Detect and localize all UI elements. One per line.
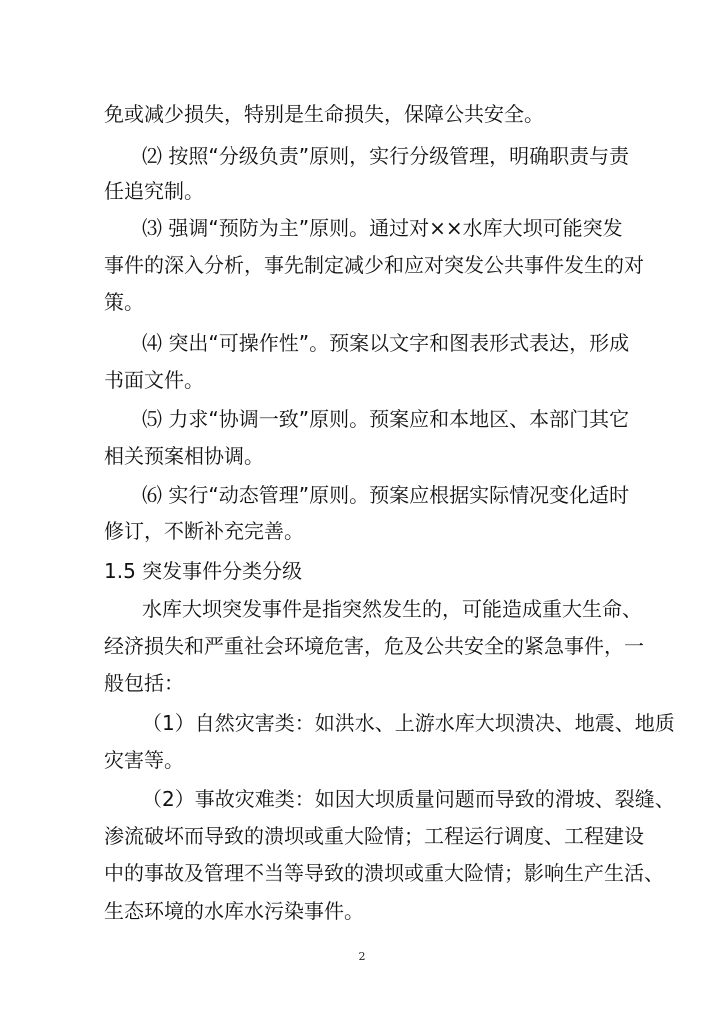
paragraph-line: 水库大坝突发事件是指突然发生的，可能造成重大生命、 [142,597,642,621]
principle-4-line: ⑷ 突出“可操作性”。预案以文字和图表形式表达，形成 [142,331,630,355]
paragraph-line: 相关预案相协调。 [104,444,264,468]
paragraph-line: 事件的深入分析，事先制定减少和应对突发公共事件发生的对 [104,253,644,277]
page-number: 2 [358,950,366,963]
paragraph-line: 书面文件。 [104,368,204,392]
principle-3-line: ⑶ 强调“预防为主”原则。通过对××水库大坝可能突发 [142,216,623,240]
paragraph-line: 灾害等。 [104,748,184,772]
paragraph-line: 修订，不断补充完善。 [104,519,304,543]
paragraph-line: 策。 [104,290,144,314]
paragraph-line: 经济损失和严重社会环境危害，危及公共安全的紧急事件，一 [104,634,644,658]
principle-5-line: ⑸ 力求“协调一致”原则。预案应和本地区、本部门其它 [142,407,630,431]
paragraph-line: 任追究制。 [104,179,204,203]
principle-2-line: ⑵ 按照“分级负责”原则，实行分级管理，明确职责与责 [142,144,630,168]
category-2-line: （2）事故灾难类：如因大坝质量问题而导致的滑坡、裂缝、 [142,787,675,811]
category-1-line: （1）自然灾害类：如洪水、上游水库大坝溃决、地震、地质 [142,711,675,735]
paragraph-line: 生态环境的水库水污染事件。 [104,899,364,923]
paragraph-line: 渗流破坏而导致的溃坝或重大险情；工程运行调度、工程建设 [104,824,644,848]
paragraph-line: 免或减少损失，特别是生命损失，保障公共安全。 [104,102,544,126]
section-heading: 1.5 突发事件分类分级 [104,559,303,583]
principle-6-line: ⑹ 实行“动态管理”原则。预案应根据实际情况变化适时 [142,483,630,507]
paragraph-line: 中的事故及管理不当等导致的溃坝或重大险情；影响生产生活、 [104,861,664,885]
paragraph-line: 般包括： [104,671,184,695]
